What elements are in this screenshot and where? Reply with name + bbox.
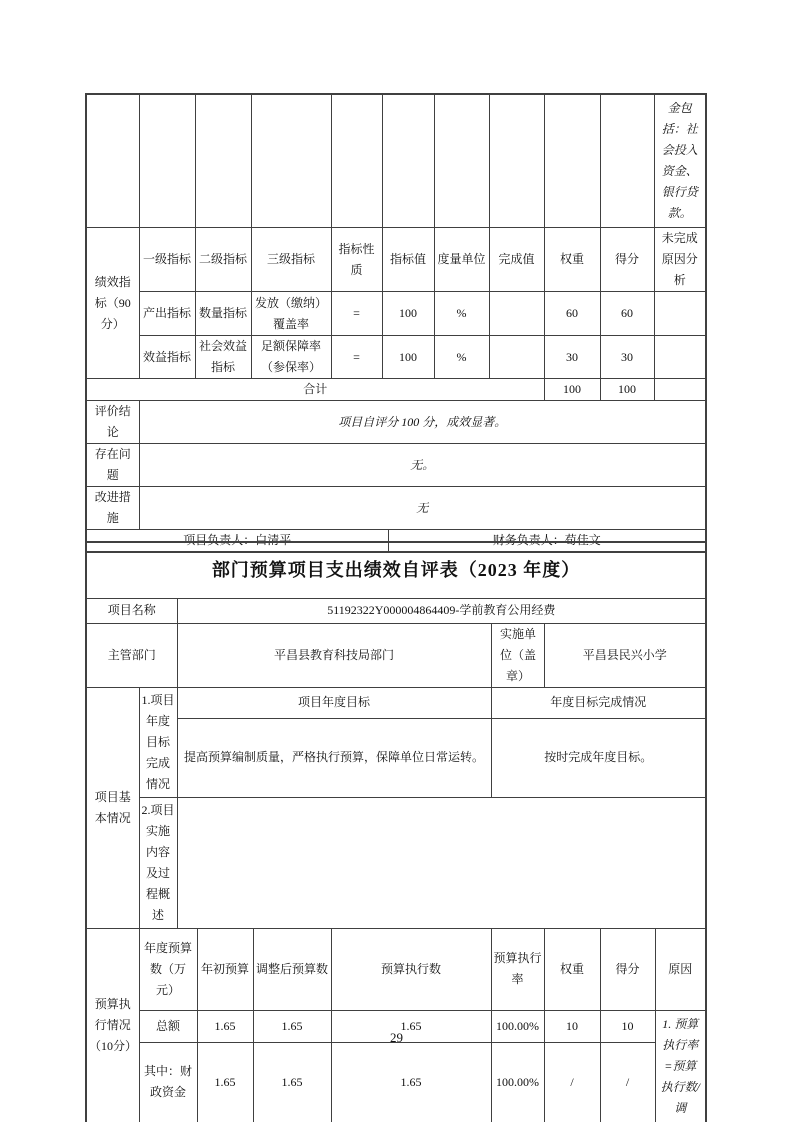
budget-weight: / bbox=[544, 1043, 600, 1122]
indicator-row bbox=[86, 336, 706, 379]
impl-overview-label: 2.项目实施内容及过程概述 bbox=[139, 797, 177, 928]
problems-text: 无。 bbox=[139, 444, 706, 487]
cell-completed bbox=[489, 292, 544, 336]
col-header-score: 得分 bbox=[600, 228, 654, 292]
total-label: 合计 bbox=[86, 379, 544, 401]
budget-weight: 10 bbox=[544, 1010, 600, 1043]
problems-label: 存在问题 bbox=[86, 444, 139, 487]
empty-cell bbox=[331, 94, 382, 228]
empty-cell bbox=[434, 94, 489, 228]
total-score: 100 bbox=[600, 379, 654, 401]
cell-level1: 效益指标 bbox=[139, 336, 195, 379]
indicator-header-row bbox=[86, 228, 706, 292]
col-header-level1: 一级指标 bbox=[139, 228, 195, 292]
cell-level2: 社会效益指标 bbox=[195, 336, 251, 379]
cell-level3: 足额保障率（参保率） bbox=[251, 336, 331, 379]
budget-rate: 100.00% bbox=[491, 1010, 544, 1043]
conclusion-label: 评价结论 bbox=[86, 401, 139, 444]
implementing-unit-label: 实施单位（盖章） bbox=[491, 623, 544, 687]
budget-col-weight: 权重 bbox=[544, 928, 600, 1010]
empty-cell bbox=[544, 94, 600, 228]
department-row bbox=[86, 623, 706, 687]
finance-lead: 财务负责人：荀佳文 bbox=[388, 530, 706, 553]
cell-reason bbox=[654, 292, 706, 336]
budget-adjusted: 1.65 bbox=[253, 1010, 331, 1043]
budget-reason-note: 1. 预算执行率=预算执行数/调 bbox=[655, 1010, 706, 1122]
budget-initial: 1.65 bbox=[197, 1043, 253, 1122]
department-label: 主管部门 bbox=[86, 623, 177, 687]
col-header-weight: 权重 bbox=[544, 228, 600, 292]
budget-score: / bbox=[600, 1043, 655, 1122]
cell-unit: % bbox=[434, 292, 489, 336]
total-weight: 100 bbox=[544, 379, 600, 401]
cell-score: 60 bbox=[600, 292, 654, 336]
budget-row-name: 其中：财政资金 bbox=[139, 1043, 197, 1122]
goal-done-text: 按时完成年度目标。 bbox=[491, 719, 706, 797]
measures-label: 改进措施 bbox=[86, 487, 139, 530]
budget-score: 10 bbox=[600, 1010, 655, 1043]
conclusion-row bbox=[86, 401, 706, 444]
budget-col-annual: 年度预算数（万元） bbox=[139, 928, 197, 1010]
measures-text: 无 bbox=[139, 487, 706, 530]
implementing-unit-value: 平昌县民兴小学 bbox=[544, 623, 706, 687]
goal-text: 提高预算编制质量，严格执行预算，保障单位日常运转。 bbox=[177, 719, 491, 797]
project-name-label: 项目名称 bbox=[86, 598, 177, 623]
cell-weight: 60 bbox=[544, 292, 600, 336]
project-lead: 项目负责人：白清平 bbox=[86, 530, 388, 553]
cell-level3: 发放（缴纳）覆盖率 bbox=[251, 292, 331, 336]
measures-row bbox=[86, 487, 706, 530]
carryover-note: 金包括：社会投入资金、银行贷款。 bbox=[654, 94, 706, 228]
cell-weight: 30 bbox=[544, 336, 600, 379]
budget-executed: 1.65 bbox=[331, 1010, 491, 1043]
cell-score: 30 bbox=[600, 336, 654, 379]
budget-rate: 100.00% bbox=[491, 1043, 544, 1122]
col-header-level2: 二级指标 bbox=[195, 228, 251, 292]
goal-done-header: 年度目标完成情况 bbox=[491, 687, 706, 719]
cell-unit: % bbox=[434, 336, 489, 379]
performance-indicator-table bbox=[85, 93, 707, 553]
title-row bbox=[86, 542, 706, 598]
cell-nature: = bbox=[331, 292, 382, 336]
col-header-level3: 三级指标 bbox=[251, 228, 331, 292]
cell-nature: = bbox=[331, 336, 382, 379]
project-name-row bbox=[86, 598, 706, 623]
col-header-unit: 度量单位 bbox=[434, 228, 489, 292]
empty-cell bbox=[600, 94, 654, 228]
empty-cell bbox=[382, 94, 434, 228]
col-header-nature: 指标性质 bbox=[331, 228, 382, 292]
total-row bbox=[86, 379, 706, 401]
budget-row-name: 总额 bbox=[139, 1010, 197, 1043]
basic-goal-row bbox=[86, 719, 706, 797]
budget-header-row bbox=[86, 928, 706, 1010]
cell-reason bbox=[654, 336, 706, 379]
budget-initial: 1.65 bbox=[197, 1010, 253, 1043]
annual-goal-label: 1.项目年度目标完成情况 bbox=[139, 687, 177, 797]
project-name-value: 51192322Y000004864409-学前教育公用经费 bbox=[177, 598, 706, 623]
budget-col-score: 得分 bbox=[600, 928, 655, 1010]
basic-header-row bbox=[86, 687, 706, 719]
cell-level2: 数量指标 bbox=[195, 292, 251, 336]
empty-cell bbox=[195, 94, 251, 228]
problems-row bbox=[86, 444, 706, 487]
table-title: 部门预算项目支出绩效自评表（2023 年度） bbox=[86, 542, 706, 598]
department-value: 平昌县教育科技局部门 bbox=[177, 623, 491, 687]
cell-target-value: 100 bbox=[382, 336, 434, 379]
empty-cell bbox=[251, 94, 331, 228]
goal-header: 项目年度目标 bbox=[177, 687, 491, 719]
section-label-performance: 绩效指标（90分） bbox=[86, 228, 139, 379]
empty-cell bbox=[489, 94, 544, 228]
col-header-completed: 完成值 bbox=[489, 228, 544, 292]
impl-overview-text bbox=[177, 797, 706, 928]
section-label-basic: 项目基本情况 bbox=[86, 687, 139, 928]
cell-completed bbox=[489, 336, 544, 379]
budget-col-initial: 年初预算 bbox=[197, 928, 253, 1010]
budget-fiscal-row bbox=[86, 1043, 706, 1122]
empty-cell bbox=[86, 94, 139, 228]
carryover-row bbox=[86, 94, 706, 228]
cell-level1: 产出指标 bbox=[139, 292, 195, 336]
budget-col-reason: 原因 bbox=[655, 928, 706, 1010]
indicator-row bbox=[86, 292, 706, 336]
col-header-reason: 未完成原因分析 bbox=[654, 228, 706, 292]
basic-impl-row bbox=[86, 797, 706, 928]
col-header-target-value: 指标值 bbox=[382, 228, 434, 292]
empty-cell bbox=[139, 94, 195, 228]
total-note bbox=[654, 379, 706, 401]
cell-target-value: 100 bbox=[382, 292, 434, 336]
budget-adjusted: 1.65 bbox=[253, 1043, 331, 1122]
section-label-budget: 预算执行情况（10分） bbox=[86, 928, 139, 1122]
budget-executed: 1.65 bbox=[331, 1043, 491, 1122]
budget-col-executed: 预算执行数 bbox=[331, 928, 491, 1010]
page-number: 29 bbox=[390, 1030, 403, 1045]
budget-col-adjusted: 调整后预算数 bbox=[253, 928, 331, 1010]
budget-col-rate: 预算执行率 bbox=[491, 928, 544, 1010]
conclusion-text: 项目自评分 100 分，成效显著。 bbox=[139, 401, 706, 444]
